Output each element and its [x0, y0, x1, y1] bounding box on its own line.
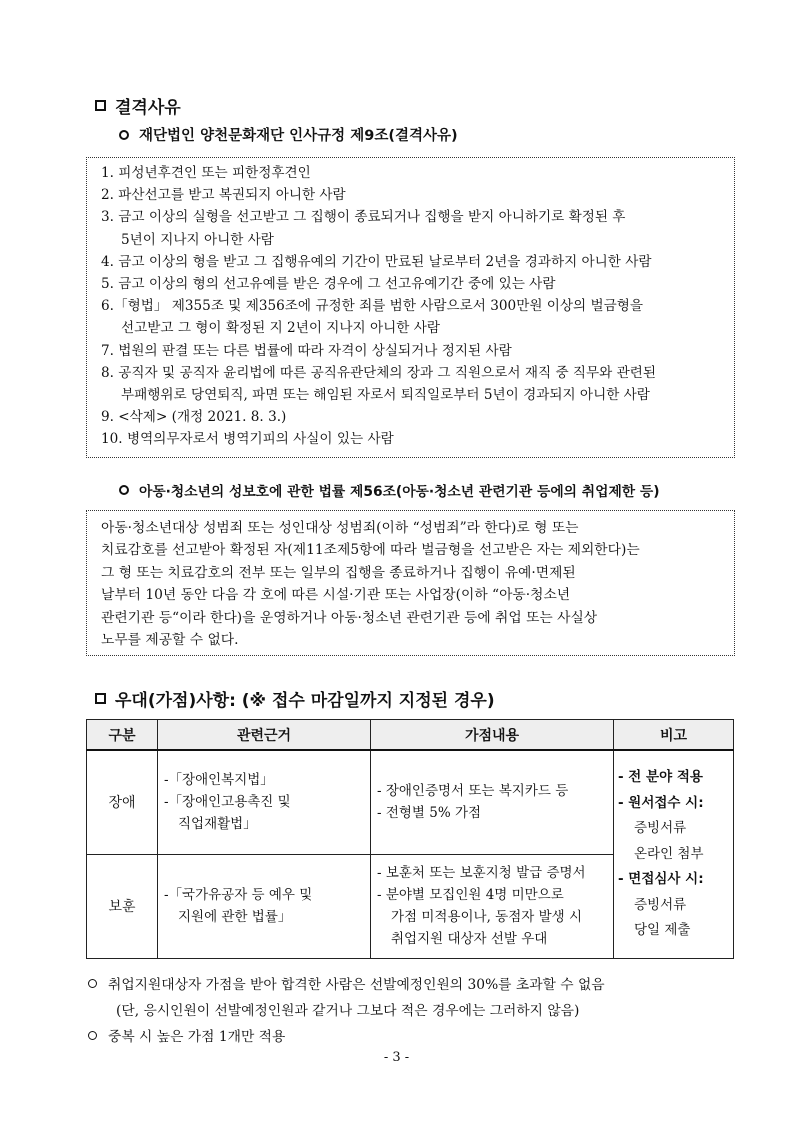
category-cell: 보훈: [87, 854, 158, 958]
list-item: 6.「형법」 제355조 및 제356조에 규정한 죄를 범한 사람으로서 300만원 이상의 벌금형을 선고받고 그 형이 확정된 지 2년이 지나지 아니한 사람: [101, 298, 644, 337]
page-number: - 3 -: [383, 1050, 410, 1065]
preference-table: [86, 719, 734, 959]
footnote-quota: 취업지원대상자 가점을 받아 합격한 사람은 선발예정인원의 30%를 초과할 수 없음: [88, 973, 605, 993]
header-category: 구분: [87, 720, 158, 751]
circle-bullet-icon: [119, 130, 129, 140]
list-item: 4. 금고 이상의 형을 받고 그 집행유예의 기간이 만료된 날로부터 2년을 경과하지 아니한 사람: [101, 253, 652, 270]
hollow-circle-bullet-icon: [88, 979, 97, 988]
sub-heading-youth-protection: [119, 480, 660, 500]
list-item: 1. 피성년후견인 또는 피한정후견인: [101, 165, 311, 181]
section-heading-preference: [95, 686, 495, 711]
square-bullet-icon: [95, 693, 106, 704]
disqualification-list-box: [86, 157, 735, 458]
table-header-row: [87, 720, 734, 751]
category-cell: 장애: [87, 750, 158, 854]
list-item: 9. <삭제> (개정 2021. 8. 3.): [101, 409, 287, 426]
list-item: 10. 병역의무자로서 병역기피의 사실이 있는 사람: [101, 431, 394, 448]
circle-bullet-icon: [119, 485, 129, 495]
section-title: 우대(가점)사항: (※ 접수 마감일까지 지정된 경우): [115, 691, 495, 711]
footnote-exception: (단, 응시인원이 선발예정인원과 같거나 그보다 적은 경우에는 그러하지 않음): [116, 1003, 580, 1019]
section-heading-disqualification: [95, 93, 181, 118]
content-cell: - 보훈처 또는 보훈지청 발급 증명서 - 분야별 모집인원 4명 미만으로 가점 미적용이나, 동점자 발생 시 취업지원 대상자 선발 우대: [371, 854, 614, 958]
table-row: [87, 750, 734, 854]
sub-heading-text: 재단법인 양천문화재단 인사규정 제9조(결격사유): [139, 128, 458, 144]
hollow-circle-bullet-icon: [88, 1031, 97, 1040]
list-item: 2. 파산선고를 받고 복권되지 아니한 사람: [101, 187, 346, 204]
list-item: 5. 금고 이상의 형의 선고유예를 받은 경우에 그 선고유예기간 중에 있는 사람: [101, 276, 556, 293]
header-note: 비고: [614, 720, 734, 751]
youth-protection-box: [86, 510, 735, 656]
basis-cell: -「장애인복지법」 -「장애인고용촉진 및 직업재활법」: [158, 750, 371, 854]
law-paragraph: 아동·청소년대상 성범죄 또는 성인대상 성범죄(이하 “성범죄”라 한다)로 형 또는 치료감호를 선고받아 확정된 자(제11조제5항에 따라 벌금형을 선고받은 자는 제외한다)는 그 형 또는 치료감호의 전부 또는 일부의 집행을 종료하거나 집행이 유예·면제된 날부터 10년 동안 다음 각 호에 따른 시설·기관 또는 사업장(이하 “아동·청소년 관련기관 등“이라 한다)을 운영하거나 아동·청소년 관련기관 등에 취업 또는 사실상 노무를 제공할 수 없다.: [101, 520, 640, 649]
sub-heading-regulation: [119, 124, 458, 145]
square-bullet-icon: [95, 100, 106, 111]
list-item: 8. 공직자 및 공직자 윤리법에 따른 공직유관단체의 장과 그 직원으로서 재직 중 직무와 관련된 부패행위로 당연퇴직, 파면 또는 해임된 자로서 퇴직일로부터 5년이 경과되지 아니한 사람: [101, 364, 657, 404]
header-basis: 관련근거: [158, 720, 371, 751]
basis-cell: -「국가유공자 등 예우 및 지원에 관한 법률」: [158, 854, 371, 958]
sub-heading-text: 아동·청소년의 성보호에 관한 법률 제56조(아동·청소년 관련기관 등에의 취업제한 등): [139, 484, 660, 500]
header-content: 가점내용: [371, 720, 614, 751]
footnote-duplicate: 중복 시 높은 가점 1개만 적용: [88, 1025, 285, 1045]
note-cell: - 전 분야 적용 - 원서접수 시: 증빙서류 온라인 첨부 - 면접심사 시: 증빙서류 당일 제출: [614, 750, 734, 958]
section-title: 결격사유: [115, 98, 181, 118]
list-item: 7. 법원의 판결 또는 다른 법률에 따라 자격이 상실되거나 정지된 사람: [101, 342, 512, 359]
content-cell: - 장애인증명서 또는 복지카드 등 - 전형별 5% 가점: [371, 750, 614, 854]
list-item: 3. 금고 이상의 실형을 선고받고 그 집행이 종료되거나 집행을 받지 아니하기로 확정된 후 5년이 지나지 아니한 사람: [101, 209, 626, 248]
